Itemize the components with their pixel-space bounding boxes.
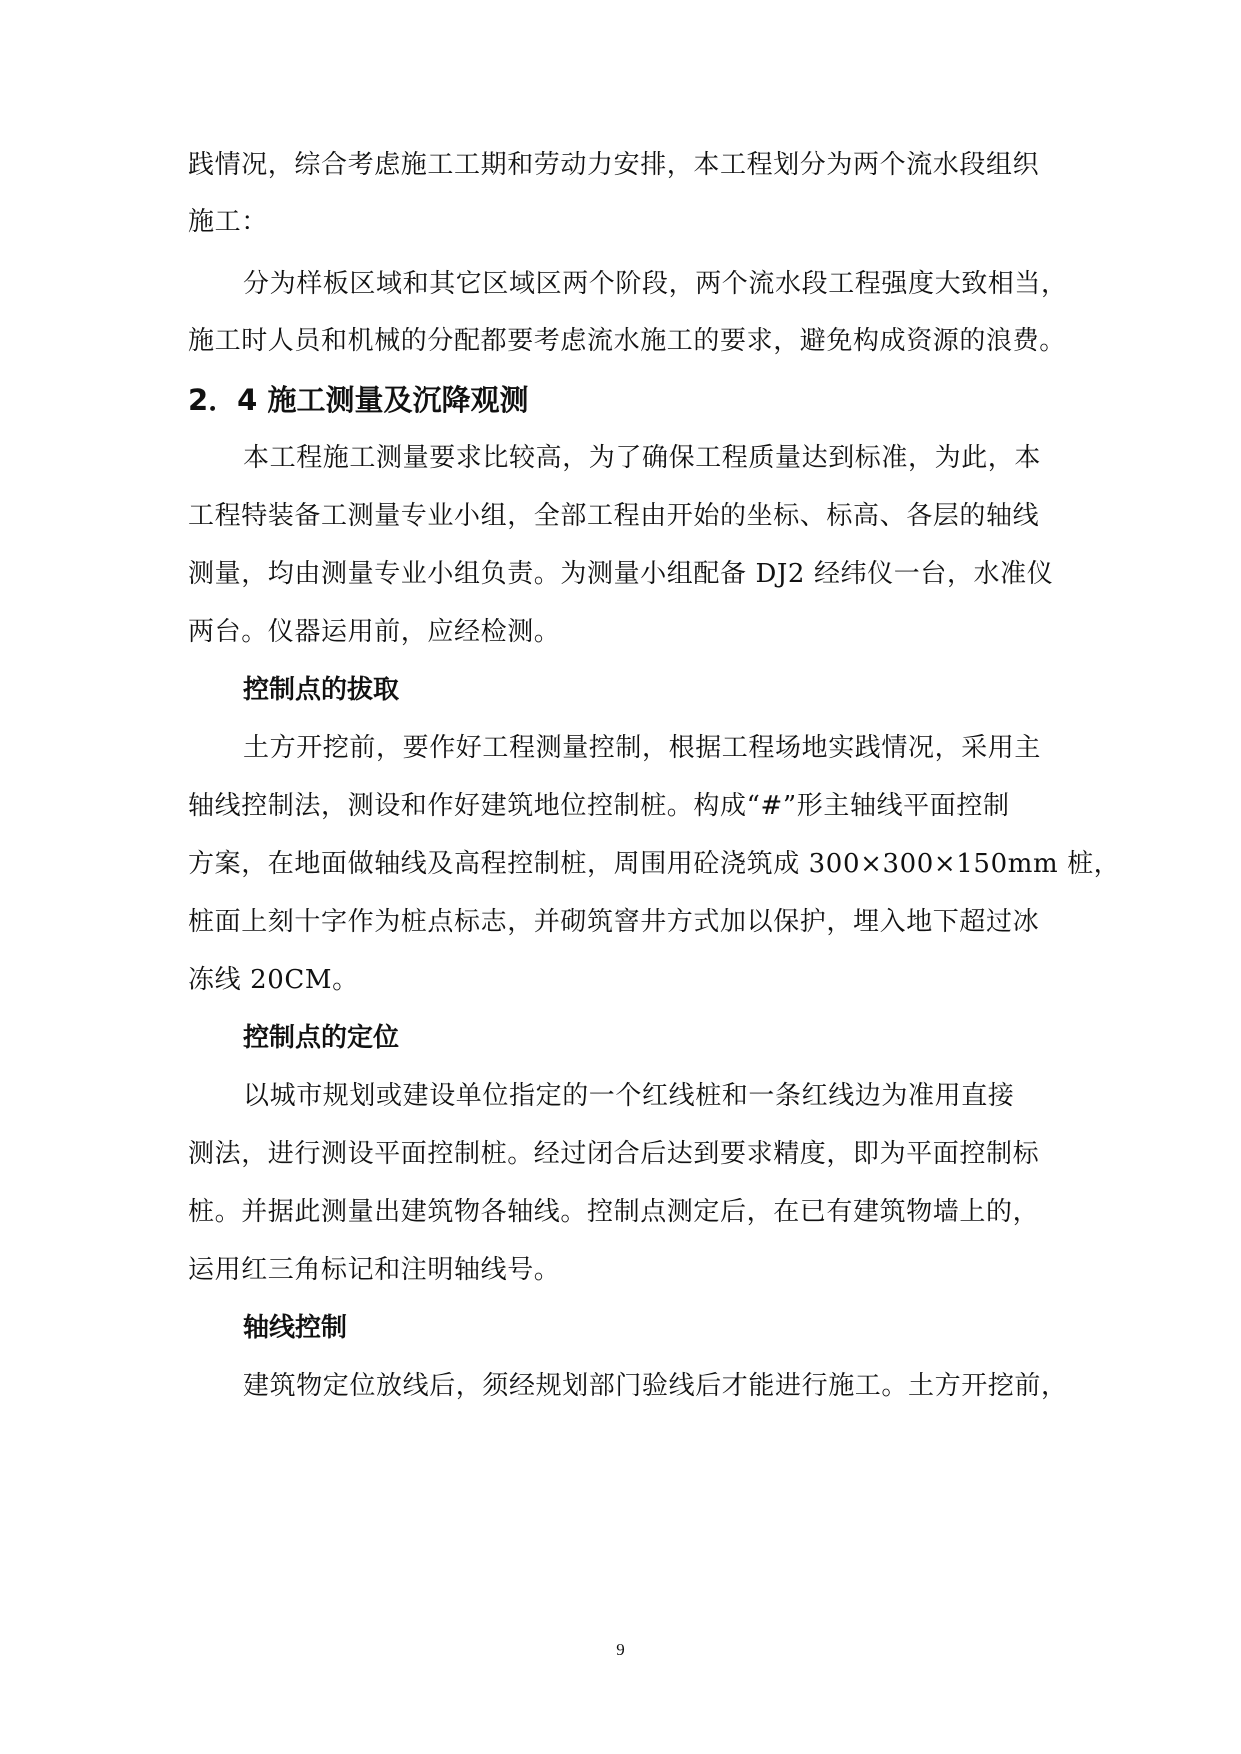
- paragraph-line: 桩。并据此测量出建筑物各轴线。控制点测定后，在已有建筑物墙上的，: [188, 1197, 1040, 1227]
- paragraph-line: 方案，在地面做轴线及高程控制桩，周围用砼浇筑成 300×300×150mm 桩，: [188, 849, 1121, 879]
- paragraph-line: 桩面上刻十字作为桩点标志，并砌筑窨井方式加以保护，埋入地下超过冰: [188, 907, 1040, 937]
- subsection-heading: 控制点的拔取: [243, 675, 400, 705]
- paragraph-line: 土方开挖前，要作好工程测量控制，根据工程场地实践情况，采用主: [243, 733, 1042, 763]
- paragraph-line: 践情况，综合考虑施工工期和劳动力安排，本工程划分为两个流水段组织: [188, 150, 1040, 180]
- subsection-heading: 轴线控制: [243, 1313, 348, 1343]
- subsection-heading: 控制点的定位: [243, 1023, 400, 1053]
- paragraph-line: 两台。仪器运用前，应经检测。: [188, 617, 561, 647]
- paragraph-line: 建筑物定位放线后，须经规划部门验线后才能进行施工。土方开挖前，: [243, 1371, 1068, 1401]
- page-number: 9: [616, 1640, 625, 1659]
- paragraph-line: 分为样板区域和其它区域区两个阶段，两个流水段工程强度大致相当，: [243, 269, 1068, 299]
- paragraph-line: 运用红三角标记和注明轴线号。: [188, 1255, 561, 1285]
- paragraph-line: 施工时人员和机械的分配都要考虑流水施工的要求，避免构成资源的浪费。: [188, 326, 1066, 356]
- paragraph-line: 施工：: [188, 207, 268, 237]
- paragraph-line: 测量，均由测量专业小组负责。为测量小组配备 DJ2 经纬仪一台，水准仪: [188, 559, 1054, 589]
- paragraph-line: 测法，进行测设平面控制桩。经过闭合后达到要求精度，即为平面控制标: [188, 1139, 1040, 1169]
- paragraph-line: 本工程施工测量要求比较高，为了确保工程质量达到标准，为此，本: [243, 443, 1042, 473]
- section-heading: 2．4 施工测量及沉降观测: [188, 383, 529, 417]
- paragraph-line: 工程特装备工测量专业小组，全部工程由开始的坐标、标高、各层的轴线: [188, 501, 1040, 531]
- paragraph-line: 以城市规划或建设单位指定的一个红线桩和一条红线边为准用直接: [243, 1081, 1015, 1111]
- paragraph-line: 冻线 20CM。: [188, 965, 359, 995]
- paragraph-line: 轴线控制法，测设和作好建筑地位控制桩。构成“#”形主轴线平面控制: [188, 791, 1010, 821]
